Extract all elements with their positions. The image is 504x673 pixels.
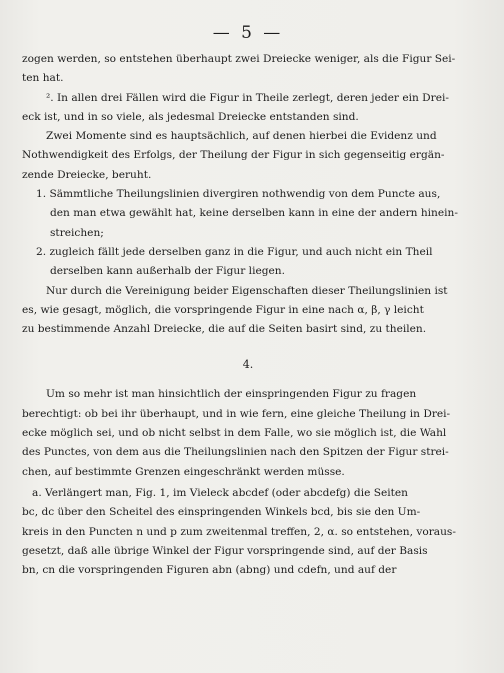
text-line: berechtigt: ob bei ihr überhaupt, und in wie fern, eine gleiche Theilung in Drei-	[22, 407, 451, 420]
paragraph-momente	[22, 127, 474, 185]
text-line: Um so mehr ist man hinsichtlich der einspringenden Figur zu fragen	[46, 388, 417, 401]
paragraph-note	[22, 89, 474, 128]
text-line: kreis in den Puncten n und p zum zweitenmal treffen, 2, α. so entstehen, voraus-	[22, 525, 456, 538]
text-line: den man etwa gewählt hat, keine derselben kann in eine der andern hinein-	[50, 207, 458, 220]
text-line: es, wie gesagt, möglich, die vorspringende Figur in eine nach α, β, γ leicht	[22, 303, 424, 316]
page-number-header: — 5 —	[212, 23, 284, 43]
text-line: ². In allen drei Fällen wird die Figur in Theile zerlegt, deren jeder ein Drei-	[46, 91, 449, 104]
text-line: ecke möglich sei, und ob nicht selbst in dem Falle, wo sie möglich ist, die Wahl	[22, 427, 447, 440]
text-line: bn, cn die vorspringenden Figuren abn (abng) und cdefn, und auf der	[22, 564, 397, 577]
text-line: ten hat.	[22, 72, 64, 85]
text-line: bc, dc über den Scheitel des einspringenden Winkels bcd, bis sie den Um-	[22, 506, 421, 519]
text-line: 2. zugleich fällt jede derselben ganz in die Figur, und auch nicht ein Theil	[36, 245, 433, 258]
numbered-item-1	[22, 185, 474, 243]
text-line: a. Verlängert man, Fig. 1, im Vieleck abcdef (oder abcdefg) die Seiten	[32, 486, 408, 499]
paragraph-continuation	[22, 50, 474, 89]
paragraph-vereinigung	[22, 282, 474, 340]
section-number: 4.	[242, 358, 254, 372]
text-line: streichen;	[50, 226, 104, 239]
text-line: chen, auf bestimmte Grenzen eingeschränkt werden müsse.	[22, 465, 345, 478]
text-line: gesetzt, daß alle übrige Winkel der Figur vorspringende sind, auf der Basis	[22, 544, 428, 557]
text-line: Zwei Momente sind es hauptsächlich, auf denen hierbei die Evidenz und	[46, 130, 437, 143]
text-line: Nur durch die Vereinigung beider Eigenschaften dieser Theilungslinien ist	[46, 284, 448, 297]
text-line: zogen werden, so entstehen überhaupt zwei Dreiecke weniger, als die Figur Sei-	[22, 53, 456, 65]
text-line: zu bestimmende Anzahl Dreiecke, die auf die Seiten basirt sind, zu theilen.	[22, 323, 427, 336]
numbered-item-2	[22, 243, 474, 282]
paragraph-einspringend	[22, 385, 474, 481]
text-line: zende Dreiecke, beruht.	[22, 168, 152, 181]
text-line: derselben kann außerhalb der Figur liegen.	[50, 265, 285, 278]
text-line: 1. Sämmtliche Theilungslinien divergiren nothwendig von dem Puncte aus,	[36, 188, 441, 201]
text-line: Nothwendigkeit des Erfolgs, der Theilung der Figur in sich gegenseitig ergän-	[22, 149, 445, 162]
text-line: des Punctes, von dem aus die Theilungslinien nach den Spitzen der Figur strei-	[22, 446, 449, 459]
paragraph-a	[22, 484, 474, 580]
text-line: eck ist, und in so viele, als jedesmal Dreiecke entstanden sind.	[22, 110, 359, 123]
